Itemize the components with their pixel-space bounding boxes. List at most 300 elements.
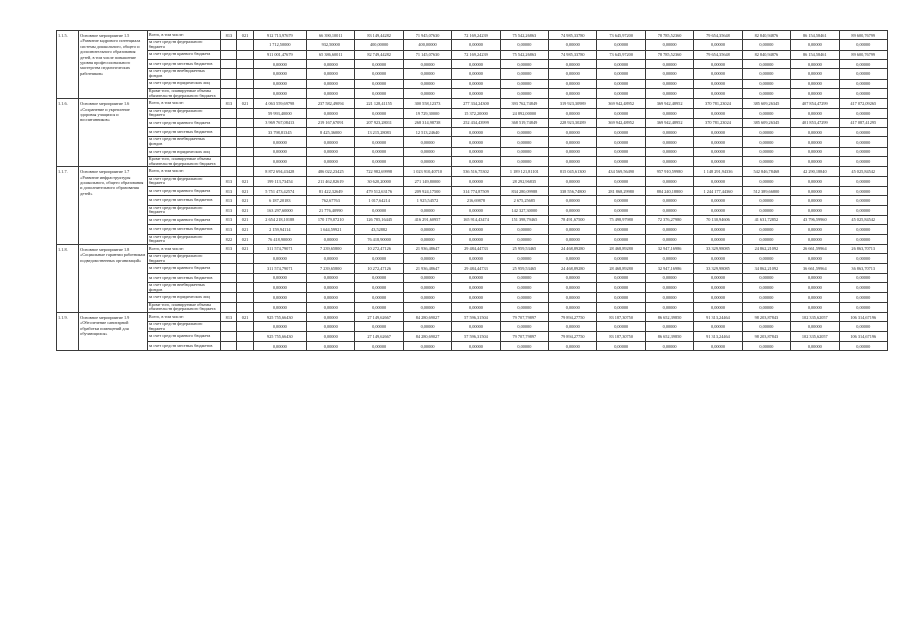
year-value-cell: 0,00000 xyxy=(307,137,355,147)
year-value-cell: 0,00000 xyxy=(549,108,597,118)
year-value-cell: 0,00000 xyxy=(694,108,742,118)
year-value-cell: 0,00000 xyxy=(355,108,403,118)
year-value-cell: 0,00000 xyxy=(549,176,597,186)
year-value-cell: 0,00000 xyxy=(645,341,693,350)
funding-source: за счет средств краевого бюджета xyxy=(147,264,221,273)
section-code xyxy=(237,302,253,312)
year-value-cell: 0,00000 xyxy=(742,59,790,68)
year-value-cell: 0,00000 xyxy=(403,88,451,98)
year-value-cell: 0,00000 xyxy=(403,79,451,88)
event-title: Основное мероприятие 1.9 «Обеспечение санитарной обработки помещений для обучающихся» xyxy=(79,312,148,350)
year-value-cell: 0,00000 xyxy=(839,225,888,234)
year-value-cell: 98 203,87843 xyxy=(742,332,790,341)
grbs-code: 813 xyxy=(221,99,237,108)
year-value-cell: 0,00000 xyxy=(403,147,451,156)
grbs-code xyxy=(221,128,237,137)
year-value-cell: 0,00000 xyxy=(839,157,888,167)
table-row xyxy=(57,147,888,156)
section-code: 021 xyxy=(237,234,253,244)
year-value-cell: 0,00000 xyxy=(403,322,451,332)
grbs-code xyxy=(221,137,237,147)
year-value-cell: 0,00000 xyxy=(791,69,839,79)
year-value-cell: 0,00000 xyxy=(355,88,403,98)
grbs-code: 813 xyxy=(221,244,237,253)
year-value-cell: 0,00000 xyxy=(549,137,597,147)
year-value-cell: 0,00000 xyxy=(355,59,403,68)
year-value-cell: 385 609,26345 xyxy=(742,118,790,127)
year-value-cell: 0,00000 xyxy=(500,273,548,282)
year-value-cell: 72 169,24239 xyxy=(452,31,500,40)
total-value-cell: 0,00000 xyxy=(253,293,306,302)
year-value-cell: 0,00000 xyxy=(645,157,693,167)
table-row xyxy=(57,254,888,264)
section-code xyxy=(237,50,253,59)
year-value-cell: 0,00000 xyxy=(597,283,645,293)
section-code xyxy=(237,59,253,68)
funding-source: за счет средств краевого бюджета xyxy=(147,215,221,224)
funding-source: за счет средств федерального бюджета xyxy=(147,108,221,118)
year-value-cell: 0,00000 xyxy=(403,341,451,350)
year-value-cell: 0,00000 xyxy=(307,254,355,264)
year-value-cell: 75 542,26863 xyxy=(500,31,548,40)
year-value-cell: 0,00000 xyxy=(549,302,597,312)
year-value-cell: 0,00000 xyxy=(742,147,790,156)
year-value-cell: 369 942,48952 xyxy=(597,99,645,108)
year-value-cell: 0,00000 xyxy=(791,128,839,137)
year-value-cell: 0,00000 xyxy=(307,59,355,68)
year-value-cell: 24 468,89280 xyxy=(549,264,597,273)
year-value-cell: 0,00000 xyxy=(452,137,500,147)
year-value-cell: 0,00000 xyxy=(791,273,839,282)
year-value-cell: 0,00000 xyxy=(549,147,597,156)
year-value-cell: 0,00000 xyxy=(791,40,839,50)
table-row xyxy=(57,273,888,282)
funding-source: за счет средств местных бюджетов xyxy=(147,341,221,350)
year-value-cell: 86 652,39850 xyxy=(645,312,693,321)
total-value-cell: 8 872 694,43428 xyxy=(253,167,306,176)
year-value-cell: 1 244 177,44360 xyxy=(694,186,742,195)
funding-source: за счет средств местных бюджетов xyxy=(147,59,221,68)
funding-source: Всего, в том числе: xyxy=(147,31,221,40)
year-value-cell: 0,00000 xyxy=(403,225,451,234)
year-value-cell: 479 512,63176 xyxy=(355,186,403,195)
year-value-cell: 1 644,59921 xyxy=(307,225,355,234)
year-value-cell: 0,00000 xyxy=(694,79,742,88)
year-value-cell: 0,00000 xyxy=(452,302,500,312)
event-code: 1.1.7. xyxy=(57,167,79,245)
year-value-cell: 0,00000 xyxy=(500,254,548,264)
year-value-cell: 0,00000 xyxy=(645,205,693,215)
section-code xyxy=(237,273,253,282)
grbs-code: 813 xyxy=(221,205,237,215)
year-value-cell: 0,00000 xyxy=(791,293,839,302)
grbs-code: 813 xyxy=(221,312,237,321)
section-code: 021 xyxy=(237,244,253,253)
year-value-cell: 0,00000 xyxy=(549,40,597,50)
year-value-cell: 98 203,87843 xyxy=(742,312,790,321)
year-value-cell: 0,00000 xyxy=(549,205,597,215)
grbs-code xyxy=(221,264,237,273)
year-value-cell: 0,00000 xyxy=(791,186,839,195)
year-value-cell: 26 661,59964 xyxy=(791,244,839,253)
year-value-cell: 0,00000 xyxy=(500,40,548,50)
year-value-cell: 12 513,24640 xyxy=(403,128,451,137)
year-value-cell: 0,00000 xyxy=(839,341,888,350)
year-value-cell: 722 982,69998 xyxy=(355,167,403,176)
total-value-cell: 0,00000 xyxy=(253,273,306,282)
budget-table xyxy=(56,30,888,351)
year-value-cell: 79 707,79897 xyxy=(500,332,548,341)
table-row xyxy=(57,225,888,234)
funding-source: за счет средств краевого бюджета xyxy=(147,118,221,127)
total-value-cell: 311 574,79071 xyxy=(253,264,306,273)
grbs-code xyxy=(221,40,237,50)
year-value-cell: 0,00000 xyxy=(500,128,548,137)
year-value-cell: 75 498,97980 xyxy=(597,215,645,224)
event-title: Основное мероприятие 1.6 «Сохранение и укрепление здоровья учащихся и воспитанников» xyxy=(79,99,148,167)
year-value-cell: 0,00000 xyxy=(307,332,355,341)
funding-source: за счет средств местных бюджетов xyxy=(147,128,221,137)
year-value-cell: 0,00000 xyxy=(403,234,451,244)
year-value-cell: 407 854,47299 xyxy=(791,99,839,108)
year-value-cell: 0,00000 xyxy=(452,79,500,88)
year-value-cell: 24 892,00000 xyxy=(500,108,548,118)
year-value-cell: 277 334,24300 xyxy=(452,99,500,108)
year-value-cell: 45 025,84542 xyxy=(839,215,888,224)
year-value-cell: 0,00000 xyxy=(500,59,548,68)
section-code: 021 xyxy=(237,186,253,195)
year-value-cell: 0,00000 xyxy=(645,128,693,137)
year-value-cell: 0,00000 xyxy=(355,79,403,88)
year-value-cell: 211 462,82619 xyxy=(307,176,355,186)
table-row xyxy=(57,332,888,341)
year-value-cell: 0,00000 xyxy=(839,40,888,50)
year-value-cell: 0,00000 xyxy=(549,225,597,234)
year-value-cell: 0,00000 xyxy=(355,205,403,215)
year-value-cell: 0,00000 xyxy=(307,312,355,321)
year-value-cell: 0,00000 xyxy=(742,322,790,332)
total-value-cell: 0,00000 xyxy=(253,59,306,68)
total-value-cell: 33 798,81345 xyxy=(253,128,306,137)
event-title: Основное мероприятие 1.8 «Социальные гарантии работникам подведомственных организаций» xyxy=(79,244,148,312)
year-value-cell: 165 914,43474 xyxy=(452,215,500,224)
year-value-cell: 10 272,47126 xyxy=(355,244,403,253)
year-value-cell: 0,00000 xyxy=(839,293,888,302)
year-value-cell: 0,00000 xyxy=(403,59,451,68)
section-code: 021 xyxy=(237,31,253,40)
year-value-cell: 0,00000 xyxy=(645,137,693,147)
funding-source: Кроме того, планируемые объемы обязательств федерального бюджета xyxy=(147,157,221,167)
table-row xyxy=(57,128,888,137)
year-value-cell: 57 596,31504 xyxy=(452,312,500,321)
year-value-cell: 74 985,33780 xyxy=(549,50,597,59)
year-value-cell: 219 167,67091 xyxy=(307,118,355,127)
total-value-cell: 1 712,50000 xyxy=(253,40,306,50)
table-row xyxy=(57,108,888,118)
year-value-cell: 0,00000 xyxy=(549,128,597,137)
year-value-cell: 0,00000 xyxy=(791,205,839,215)
funding-source: за счет средств федерального бюджета xyxy=(147,322,221,332)
funding-source: за счет средств внебюджетных фондов xyxy=(147,283,221,293)
year-value-cell: 401 853,47299 xyxy=(791,118,839,127)
year-value-cell: 512 389,66800 xyxy=(742,186,790,195)
year-value-cell: 0,00000 xyxy=(452,205,500,215)
year-value-cell: 0,00000 xyxy=(452,59,500,68)
grbs-code xyxy=(221,147,237,156)
year-value-cell: 0,00000 xyxy=(791,283,839,293)
year-value-cell: 486 022,23425 xyxy=(307,167,355,176)
year-value-cell: 0,00000 xyxy=(307,79,355,88)
year-value-cell: 89 600,76799 xyxy=(839,50,888,59)
year-value-cell: 79 707,79897 xyxy=(500,312,548,321)
total-value-cell: 0,00000 xyxy=(253,88,306,98)
year-value-cell: 0,00000 xyxy=(500,69,548,79)
grbs-code: 822 xyxy=(221,234,237,244)
section-code xyxy=(237,118,253,127)
year-value-cell: 0,00000 xyxy=(839,128,888,137)
year-value-cell: 0,00000 xyxy=(597,293,645,302)
year-value-cell: 1 189 121,81101 xyxy=(500,167,548,176)
grbs-code: 813 xyxy=(221,225,237,234)
section-code xyxy=(237,79,253,88)
section-code xyxy=(237,322,253,332)
year-value-cell: 0,00000 xyxy=(452,234,500,244)
year-value-cell: 0,00000 xyxy=(645,283,693,293)
year-value-cell: 82 749,44282 xyxy=(355,50,403,59)
grbs-code xyxy=(221,108,237,118)
year-value-cell: 0,00000 xyxy=(355,302,403,312)
year-value-cell: 0,00000 xyxy=(500,234,548,244)
year-value-cell: 0,00000 xyxy=(742,205,790,215)
year-value-cell: 0,00000 xyxy=(791,147,839,156)
year-value-cell: 0,00000 xyxy=(355,137,403,147)
year-value-cell: 0,00000 xyxy=(742,273,790,282)
year-value-cell: 0,00000 xyxy=(452,283,500,293)
year-value-cell: 0,00000 xyxy=(839,88,888,98)
total-value-cell: 0,00000 xyxy=(253,302,306,312)
year-value-cell: 1 925,54572 xyxy=(403,196,451,205)
year-value-cell: 0,00000 xyxy=(645,79,693,88)
table-row xyxy=(57,234,888,244)
year-value-cell: 0,00000 xyxy=(452,341,500,350)
year-value-cell: 82 840,94876 xyxy=(742,31,790,40)
year-value-cell: 8 425,36000 xyxy=(307,128,355,137)
year-value-cell: 79 654,35648 xyxy=(694,31,742,40)
year-value-cell: 0,00000 xyxy=(307,147,355,156)
year-value-cell: 0,00000 xyxy=(452,128,500,137)
funding-source: Всего, в том числе: xyxy=(147,312,221,321)
year-value-cell: 24 862,21092 xyxy=(742,244,790,253)
year-value-cell: 0,00000 xyxy=(839,196,888,205)
year-value-cell: 0,00000 xyxy=(791,79,839,88)
year-value-cell: 0,00000 xyxy=(500,157,548,167)
year-value-cell: 417 087,41295 xyxy=(839,118,888,127)
year-value-cell: 369 942,48952 xyxy=(597,118,645,127)
funding-source: за счет средств федерального бюджета xyxy=(147,176,221,186)
total-value-cell: 311 574,79071 xyxy=(253,244,306,253)
table-row xyxy=(57,40,888,50)
year-value-cell: 0,00000 xyxy=(791,234,839,244)
table-row xyxy=(57,244,888,253)
grbs-code xyxy=(221,157,237,167)
year-value-cell: 417 072,09265 xyxy=(839,99,888,108)
year-value-cell: 0,00000 xyxy=(452,69,500,79)
year-value-cell: 0,00000 xyxy=(452,225,500,234)
year-value-cell: 319 923,30989 xyxy=(549,99,597,108)
year-value-cell: 957 910,59980 xyxy=(645,167,693,176)
year-value-cell: 0,00000 xyxy=(355,157,403,167)
funding-source: за счет средств внебюджетных фондов xyxy=(147,137,221,147)
year-value-cell: 932,50000 xyxy=(307,40,355,50)
total-value-cell: 5 751 473,42574 xyxy=(253,186,306,195)
event-code: 1.1.9. xyxy=(57,312,79,350)
year-value-cell: 0,00000 xyxy=(403,205,451,215)
table-row xyxy=(57,312,888,321)
year-value-cell: 815 045,61300 xyxy=(549,167,597,176)
year-value-cell: 24 468,89280 xyxy=(549,244,597,253)
total-value-cell: 0,00000 xyxy=(253,69,306,79)
section-code xyxy=(237,108,253,118)
year-value-cell: 10 272,47126 xyxy=(355,264,403,273)
year-value-cell: 0,00000 xyxy=(742,40,790,50)
year-value-cell: 7 239,65800 xyxy=(307,244,355,253)
year-value-cell: 73 645,97200 xyxy=(597,31,645,40)
year-value-cell: 400,00000 xyxy=(403,40,451,50)
year-value-cell: 0,00000 xyxy=(742,341,790,350)
year-value-cell: 29 484,44733 xyxy=(452,264,500,273)
year-value-cell: 0,00000 xyxy=(839,205,888,215)
year-value-cell: 81 422,32649 xyxy=(307,186,355,195)
year-value-cell: 400,00000 xyxy=(355,40,403,50)
section-code xyxy=(237,40,253,50)
grbs-code xyxy=(221,118,237,127)
year-value-cell: 0,00000 xyxy=(549,88,597,98)
year-value-cell: 0,00000 xyxy=(694,234,742,244)
year-value-cell: 0,00000 xyxy=(355,293,403,302)
total-value-cell: 925 755,66430 xyxy=(253,312,306,321)
year-value-cell: 0,00000 xyxy=(791,157,839,167)
year-value-cell: 0,00000 xyxy=(597,273,645,282)
total-value-cell: 6 187,20183 xyxy=(253,196,306,205)
table-row xyxy=(57,215,888,224)
year-value-cell: 314 774,87509 xyxy=(452,186,500,195)
table-row xyxy=(57,118,888,127)
year-value-cell: 0,00000 xyxy=(549,322,597,332)
year-value-cell: 0,00000 xyxy=(839,79,888,88)
table-row xyxy=(57,283,888,293)
year-value-cell: 0,00000 xyxy=(355,254,403,264)
year-value-cell: 0,00000 xyxy=(403,137,451,147)
year-value-cell: 0,00000 xyxy=(694,59,742,68)
total-value-cell: 163 297,60000 xyxy=(253,205,306,215)
year-value-cell: 102 335,62057 xyxy=(791,312,839,321)
year-value-cell: 1 023 910,40710 xyxy=(403,167,451,176)
year-value-cell: 0,00000 xyxy=(742,196,790,205)
grbs-code xyxy=(221,293,237,302)
funding-source: за счет средств местных бюджетов xyxy=(147,273,221,282)
year-value-cell: 78 491,67500 xyxy=(549,215,597,224)
table-row xyxy=(57,176,888,186)
year-value-cell: 0,00000 xyxy=(694,147,742,156)
year-value-cell: 884 240,18800 xyxy=(645,186,693,195)
year-value-cell: 106 314,67196 xyxy=(839,332,888,341)
year-value-cell: 28 468,89280 xyxy=(597,264,645,273)
total-value-cell: 59 993,40000 xyxy=(253,108,306,118)
year-value-cell: 45 025,84542 xyxy=(839,167,888,176)
total-value-cell: 0,00000 xyxy=(253,157,306,167)
section-code xyxy=(237,264,253,273)
year-value-cell: 0,00000 xyxy=(500,322,548,332)
year-value-cell: 71 945,07630 xyxy=(403,31,451,40)
year-value-cell: 0,00000 xyxy=(307,108,355,118)
year-value-cell: 86 652,39850 xyxy=(645,332,693,341)
year-value-cell: 0,00000 xyxy=(597,128,645,137)
year-value-cell: 41 631,72852 xyxy=(742,215,790,224)
year-value-cell: 151 398,79465 xyxy=(500,215,548,224)
year-value-cell: 369 942,48952 xyxy=(645,99,693,108)
year-value-cell: 0,00000 xyxy=(452,147,500,156)
year-value-cell: 0,00000 xyxy=(839,302,888,312)
year-value-cell: 0,00000 xyxy=(742,137,790,147)
year-value-cell: 0,00000 xyxy=(597,40,645,50)
funding-source: за счет средств юридических лиц xyxy=(147,293,221,302)
year-value-cell: 252 434,43999 xyxy=(452,118,500,127)
grbs-code xyxy=(221,322,237,332)
section-code xyxy=(237,283,253,293)
year-value-cell: 13 215,28083 xyxy=(355,128,403,137)
year-value-cell: 0,00000 xyxy=(500,147,548,156)
year-value-cell: 0,00000 xyxy=(500,79,548,88)
year-value-cell: 209 924,17500 xyxy=(403,186,451,195)
year-value-cell: 1 017,64214 xyxy=(355,196,403,205)
year-value-cell: 0,00000 xyxy=(742,108,790,118)
grbs-code xyxy=(221,332,237,341)
year-value-cell: 89 600,76799 xyxy=(839,31,888,40)
year-value-cell: 0,00000 xyxy=(645,322,693,332)
year-value-cell: 82 840,94876 xyxy=(742,50,790,59)
year-value-cell: 0,00000 xyxy=(839,69,888,79)
grbs-code: 813 xyxy=(221,186,237,195)
year-value-cell: 0,00000 xyxy=(645,108,693,118)
year-value-cell: 91 313,24464 xyxy=(694,312,742,321)
year-value-cell: 79 894,27750 xyxy=(549,332,597,341)
year-value-cell: 0,00000 xyxy=(742,225,790,234)
year-value-cell: 83 149,44282 xyxy=(355,31,403,40)
grbs-code xyxy=(221,283,237,293)
year-value-cell: 0,00000 xyxy=(839,254,888,264)
section-code xyxy=(237,128,253,137)
section-code xyxy=(237,147,253,156)
year-value-cell: 0,00000 xyxy=(403,69,451,79)
year-value-cell: 0,00000 xyxy=(645,234,693,244)
year-value-cell: 0,00000 xyxy=(597,322,645,332)
year-value-cell: 0,00000 xyxy=(355,341,403,350)
year-value-cell: 834 280,09988 xyxy=(500,186,548,195)
year-value-cell: 71 145,07630 xyxy=(403,50,451,59)
year-value-cell: 0,00000 xyxy=(791,176,839,186)
grbs-code: 813 xyxy=(221,176,237,186)
year-value-cell: 0,00000 xyxy=(597,69,645,79)
year-value-cell: 0,00000 xyxy=(452,40,500,50)
year-value-cell: 0,00000 xyxy=(742,254,790,264)
year-value-cell: 91 313,24464 xyxy=(694,332,742,341)
funding-source: за счет средств местных бюджетов xyxy=(147,225,221,234)
year-value-cell: 25 959,53465 xyxy=(500,244,548,253)
year-value-cell: 0,00000 xyxy=(355,273,403,282)
funding-source: за счет средств федерального бюджета xyxy=(147,40,221,50)
table-row xyxy=(57,59,888,68)
year-value-cell: 370 781,23024 xyxy=(694,118,742,127)
